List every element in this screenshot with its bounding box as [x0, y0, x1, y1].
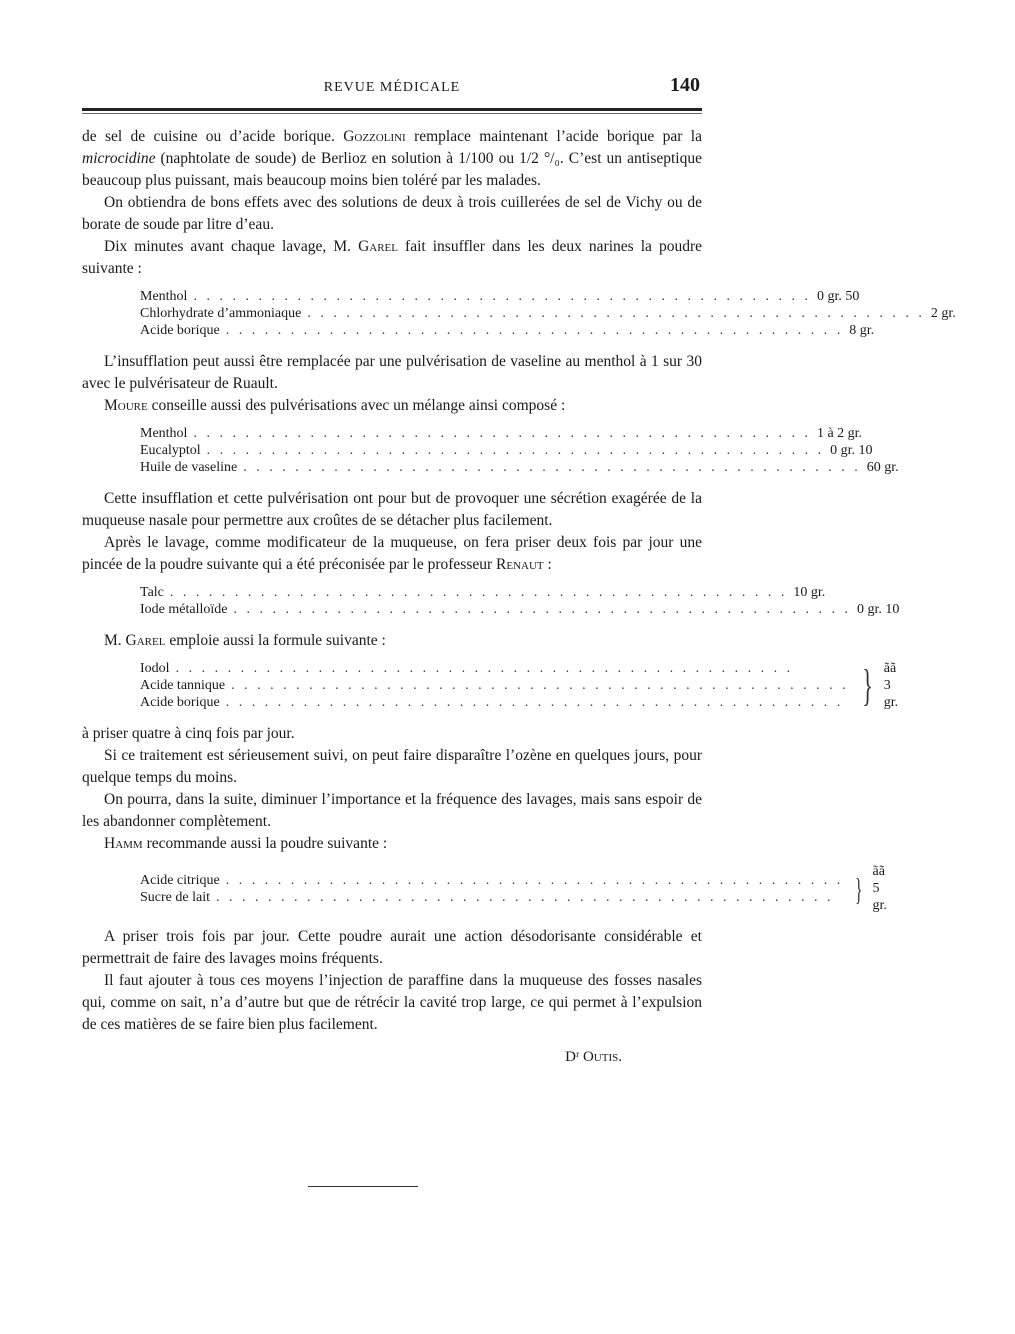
paragraph: L’insufflation peut aussi être remplacée par une pulvérisation de vaseline au menthol à 1 sur 30 avec le pulvérisateur de Ruault. — [82, 353, 702, 392]
signature: Dʳ Outis. — [565, 1049, 622, 1065]
paragraph: de sel de cuisine ou d’acide borique. Gozzolini remplace maintenant l’acide borique par la microcidine (naphtolate de soude) de Berlioz en solution à 1/100 ou 1/2 °/₀. C’est un antiseptique beaucoup plus puissant, mais beaucoup moins bien toléré par les malades. — [82, 128, 702, 189]
paragraph: Après le lavage, comme modificateur de la muqueuse, on fera priser deux fois par jour une pincée de la poudre suivante qui a été préconisée par le professeur Renaut : — [82, 534, 702, 573]
author-name: Garel — [358, 238, 398, 255]
recipe-row: Chlorhydrate d’ammoniaque . . . 2 gr. — [140, 305, 650, 322]
page-number: 140 — [670, 74, 700, 96]
paragraph: Si ce traitement est sérieusement suivi, on peut faire disparaître l’ozène en quelques jours, pour quelque temps du moins. — [82, 747, 702, 786]
footer-rule — [308, 1186, 418, 1187]
header-rule — [82, 108, 702, 111]
brace-icon: } — [855, 870, 863, 907]
author-name: Renaut — [496, 556, 544, 573]
drug-name: microcidine — [82, 150, 156, 167]
recipe-4 — [140, 660, 899, 711]
header-rule-thin — [82, 113, 702, 114]
paragraph: Il faut ajouter à tous ces moyens l’injection de paraffine dans la muqueuse des fosses nasales qui, comme on sait, n’a d’autre but que de rétrécir la cavité trop large, ce qui permet à l’expulsion de ces matières de se faire bien plus facilement. — [82, 972, 702, 1033]
recipe-quantity: ãã 3 gr. — [883, 661, 899, 710]
recipe-3 — [140, 584, 900, 618]
paragraph: A priser trois fois par jour. Cette poudre aurait une action désodorisante considérable et permettrait de faire des lavages moins fréquents. — [82, 928, 702, 967]
paragraph: Dix minutes avant chaque lavage, M. Garel fait insuffler dans les deux narines la poudre suivante : — [82, 238, 702, 277]
recipe-2 — [140, 425, 899, 476]
paragraph: On pourra, dans la suite, diminuer l’importance et la fréquence des lavages, mais sans espoir de les abandonner complètement. — [82, 791, 702, 830]
recipe-row: Iode métalloïde . . . 0 gr. 10 — [140, 601, 650, 618]
brace-icon: } — [861, 660, 873, 710]
author-name: Hamm — [104, 835, 143, 852]
recipe-row: Menthol . . . 0 gr. 50 — [140, 288, 650, 305]
author-name: Garel — [125, 632, 166, 649]
recipe-row: Menthol . . . 1 à 2 gr. — [140, 425, 650, 442]
author-name: Gozzolini — [343, 128, 406, 145]
author-name: Moure — [104, 397, 148, 414]
recipe-row: Acide borique . . . — [140, 694, 855, 711]
recipe-row: Talc . . . 10 gr. — [140, 584, 650, 601]
recipe-row: Acide citrique . . . — [140, 872, 849, 889]
running-title: REVUE MÉDICALE — [323, 80, 461, 95]
paragraph: à priser quatre à cinq fois par jour. — [82, 725, 295, 742]
recipe-row: Acide tannique . . . — [140, 677, 855, 694]
recipe-5 — [140, 863, 887, 914]
paragraph: On obtiendra de bons effets avec des solutions de deux à trois cuillerées de sel de Vichy ou de borate de soude par litre d’eau. — [82, 194, 702, 233]
recipe-row: Iodol . . . — [140, 660, 855, 677]
paragraph: M. Garel emploie aussi la formule suivante : — [104, 632, 386, 649]
recipe-row: Sucre de lait . . . — [140, 889, 849, 906]
paragraph: Cette insufflation et cette pulvérisation ont pour but de provoquer une sécrétion exagérée de la muqueuse nasale pour permettre aux croûtes de se détacher plus facilement. — [82, 490, 702, 529]
recipe-row: Huile de vaseline . . . 60 gr. — [140, 459, 650, 476]
recipe-row: Acide borique . . . 8 gr. — [140, 322, 650, 339]
page-header — [82, 74, 702, 100]
recipe-1 — [140, 288, 956, 339]
paragraph: Hamm recommande aussi la poudre suivante : — [104, 835, 388, 852]
author-signature: Outis. — [582, 1049, 622, 1065]
paragraph: Moure conseille aussi des pulvérisations avec un mélange ainsi composé : — [104, 397, 566, 414]
article-body — [82, 126, 956, 1068]
recipe-quantity: ãã 5 gr. — [872, 864, 887, 913]
recipe-row: Eucalyptol . . . 0 gr. 10 — [140, 442, 650, 459]
